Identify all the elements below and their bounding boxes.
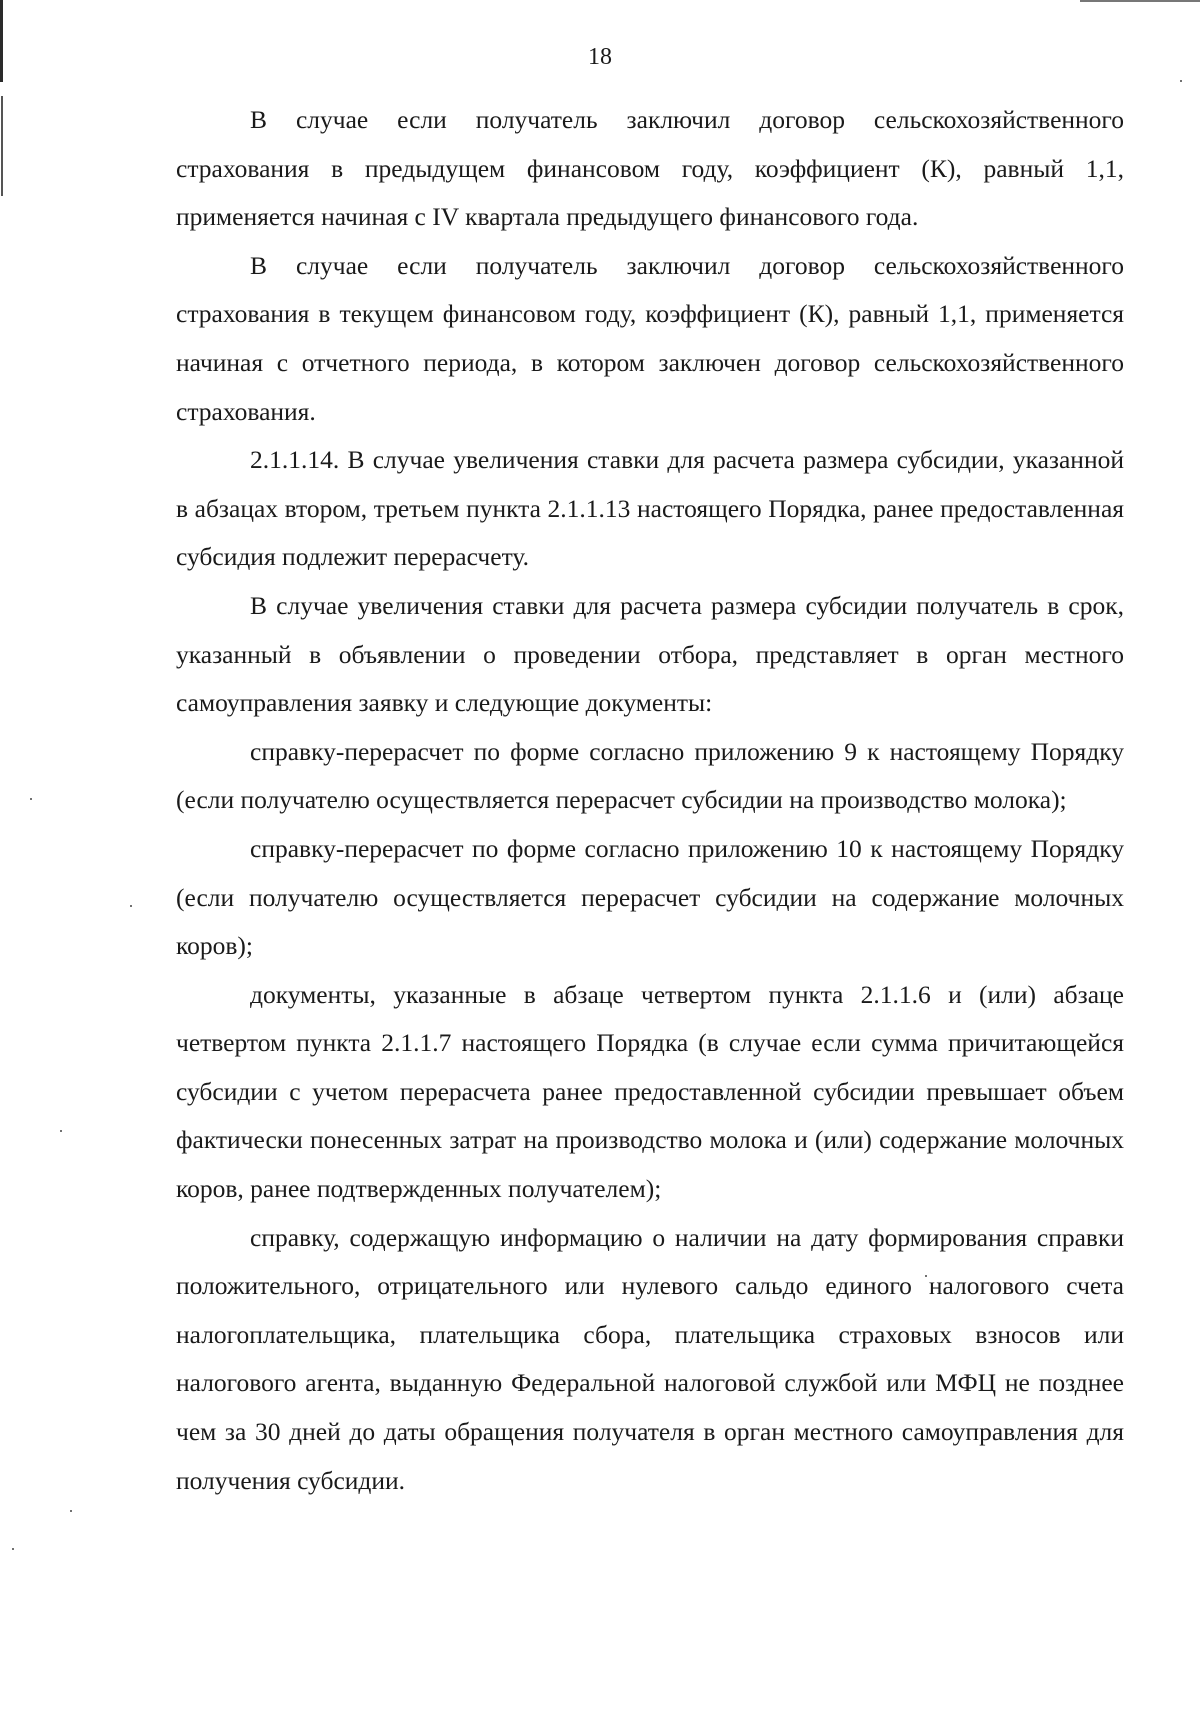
scan-speck bbox=[30, 798, 32, 800]
paragraph: В случае если получатель заключил договор сельскохозяйственного страхования в текущем финансовом году, коэффициент (К), равный 1,1, применяется начиная с отчетного периода, в котором заключен договор сельскохозяйственного страхования. bbox=[176, 250, 1124, 426]
paragraph: справку-перерасчет по форме согласно приложению 10 к настоящему Порядку (если получателю осуществляется перерасчет субсидии на содержание молочных коров); bbox=[176, 833, 1124, 961]
scan-edge-mark bbox=[1, 96, 3, 196]
scan-speck bbox=[130, 905, 132, 907]
paragraph: справку-перерасчет по форме согласно приложению 9 к настоящему Порядку (если получателю осуществляется перерасчет субсидии на производство молока); bbox=[176, 736, 1124, 815]
scan-speck bbox=[1180, 80, 1182, 82]
document-body bbox=[176, 96, 1124, 1505]
scan-speck bbox=[12, 1548, 14, 1550]
paragraph: документы, указанные в абзаце четвертом пункта 2.1.1.6 и (или) абзаце четвертом пункта 2.1.1.7 настоящего Порядка (в случае если сумма причитающейся субсидии с учетом перерасчета ранее предоставленной субсидии превышает объем фактически понесенных затрат на производство молока и (или) содержание молочных коров, ранее подтвержденных получателем); bbox=[176, 979, 1124, 1204]
paragraph: В случае если получатель заключил договор сельскохозяйственного страхования в предыдущем финансовом году, коэффициент (К), равный 1,1, применяется начиная с IV квартала предыдущего финансового года. bbox=[176, 105, 1124, 232]
scan-speck bbox=[60, 1130, 62, 1132]
page-number: 18 bbox=[588, 44, 612, 70]
scan-speck bbox=[70, 1510, 72, 1512]
paragraph: справку, содержащую информацию о наличии на дату формирования справки положительного, отрицательного или нулевого сальдо единого налогового счета налогоплательщика, плательщика сбора, плательщика страховых взносов или налогового агента, выданную Федеральной налоговой службой или МФЦ не позднее чем за 30 дней до даты обращения получателя в орган местного самоуправления для получения субсидии. bbox=[176, 1222, 1124, 1495]
paragraph: 2.1.1.14. В случае увеличения ставки для расчета размера субсидии, указанной в абзацах втором, третьем пункта 2.1.1.13 настоящего Порядка, ранее предоставленная субсидия подлежит перерасчету. bbox=[176, 445, 1124, 572]
paragraph: В случае увеличения ставки для расчета размера субсидии получатель в срок, указанный в объявлении о проведении отбора, представляет в орган местного самоуправления заявку и следующие документы: bbox=[176, 590, 1124, 718]
scan-top-line bbox=[1080, 0, 1200, 2]
